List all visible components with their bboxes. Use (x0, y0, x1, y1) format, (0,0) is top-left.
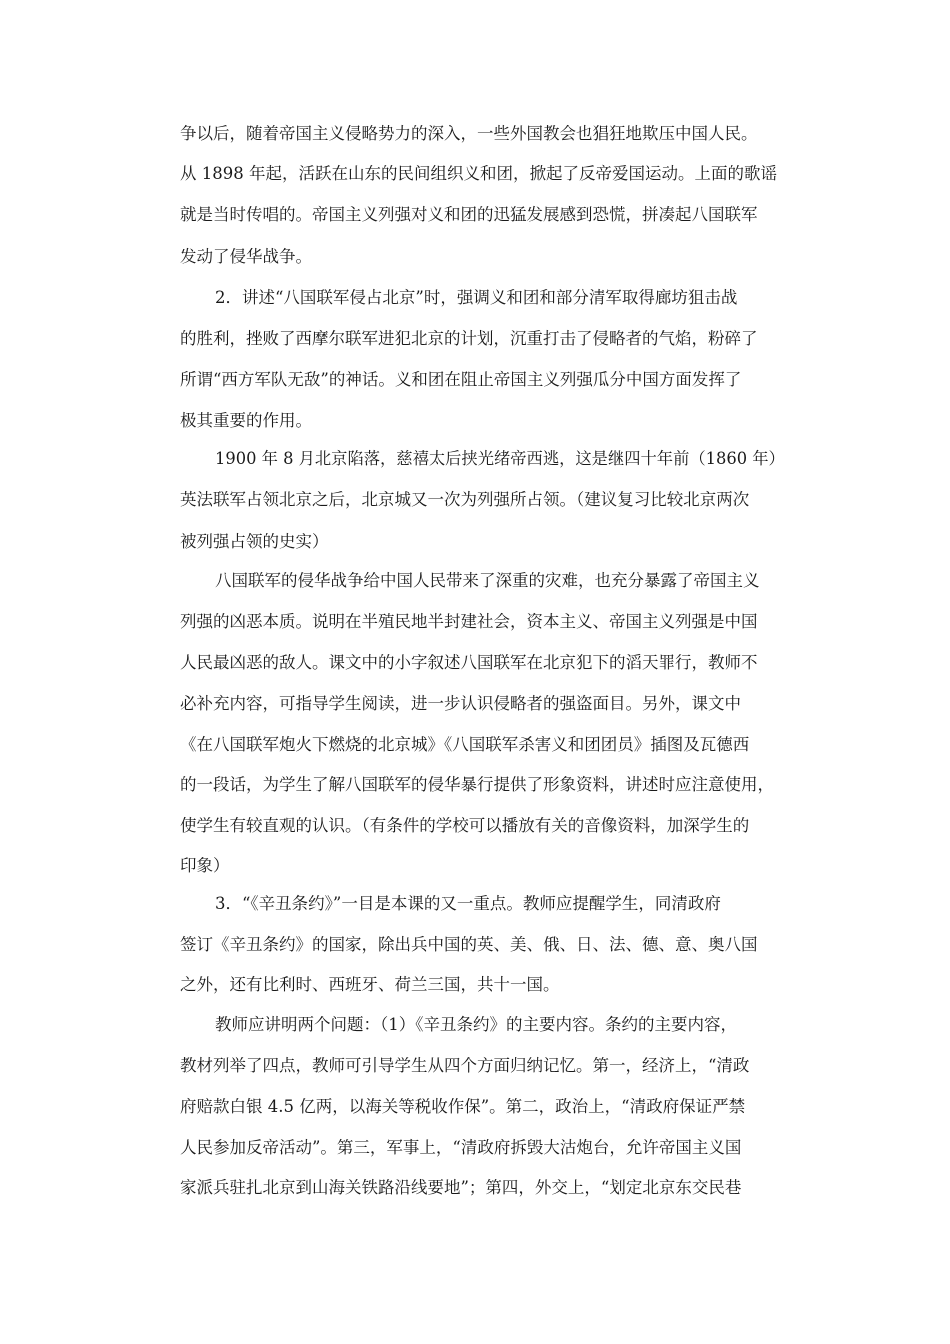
paragraph-start-line: 教师应讲明两个问题：（1）《辛丑条约》的主要内容。条约的主要内容， (215, 1015, 737, 1034)
paragraph-start-line: 八国联军的侵华战争给中国人民带来了深重的灾难，也充分暴露了帝国主义 (215, 571, 760, 590)
text-line: 人民参加反帝活动”。第三，军事上，“清政府拆毁大沽炮台，允许帝国主义国 (180, 1138, 742, 1157)
paragraph-start-line: 3．“《辛丑条约》”一目是本课的又一重点。教师应提醒学生，同清政府 (215, 894, 721, 913)
text-line: 使学生有较直观的认识。（有条件的学校可以播放有关的音像资料，加深学生的 (180, 816, 750, 835)
paragraph-start-line: 2．讲述“八国联军侵占北京”时，强调义和团和部分清军取得廊坊狙击战 (215, 288, 738, 307)
text-line: 必补充内容，可指导学生阅读，进一步认识侵略者的强盗面目。另外，课文中 (180, 694, 741, 713)
text-line: 教材列举了四点，教师可引导学生从四个方面归纳记忆。第一，经济上，“清政 (180, 1056, 750, 1075)
text-line: 人民最凶恶的敌人。课文中的小字叙述八国联军在北京犯下的滔天罪行，教师不 (180, 653, 758, 672)
paragraph-start-line: 1900 年 8 月北京陷落，慈禧太后挟光绪帝西逃，这是继四十年前（1860 年） (215, 449, 785, 468)
text-line: 所谓“西方军队无敌”的神话。义和团在阻止帝国主义列强瓜分中国方面发挥了 (180, 370, 742, 389)
text-line: 争以后，随着帝国主义侵略势力的深入，一些外国教会也猖狂地欺压中国人民。 (180, 124, 758, 143)
text-line: 发动了侵华战争。 (180, 247, 312, 266)
text-line: 家派兵驻扎北京到山海关铁路沿线要地”；第四，外交上，“划定北京东交民巷 (180, 1178, 742, 1197)
text-line: 从 1898 年起，活跃在山东的民间组织义和团，掀起了反帝爱国运动。上面的歌谣 (180, 164, 777, 183)
text-line: 签订《辛丑条约》的国家，除出兵中国的英、美、俄、日、法、德、意、奥八国 (180, 935, 758, 954)
text-line: 的一段话，为学生了解八国联军的侵华暴行提供了形象资料，讲述时应注意使用， (180, 775, 774, 794)
text-line: 印象） (180, 856, 230, 875)
text-line: 就是当时传唱的。帝国主义列强对义和团的迅猛发展感到恐慌，拼凑起八国联军 (180, 205, 758, 224)
text-line: 《在八国联军炮火下燃烧的北京城》《八国联军杀害义和团团员》插图及瓦德西 (180, 735, 750, 754)
text-line: 府赔款白银 4.5 亿两，以海关等税收作保”。第二，政治上，“清政府保证严禁 (180, 1097, 746, 1116)
text-line: 的胜利，挫败了西摩尔联军进犯北京的计划，沉重打击了侵略者的气焰，粉碎了 (180, 329, 758, 348)
text-line: 被列强占领的史实） (180, 532, 329, 551)
text-line: 列强的凶恶本质。说明在半殖民地半封建社会，资本主义、帝国主义列强是中国 (180, 612, 758, 631)
text-line: 极其重要的作用。 (180, 411, 312, 430)
text-line: 之外，还有比利时、西班牙、荷兰三国，共十一国。 (180, 975, 560, 994)
text-line: 英法联军占领北京之后，北京城又一次为列强所占领。（建议复习比较北京两次 (180, 490, 750, 509)
